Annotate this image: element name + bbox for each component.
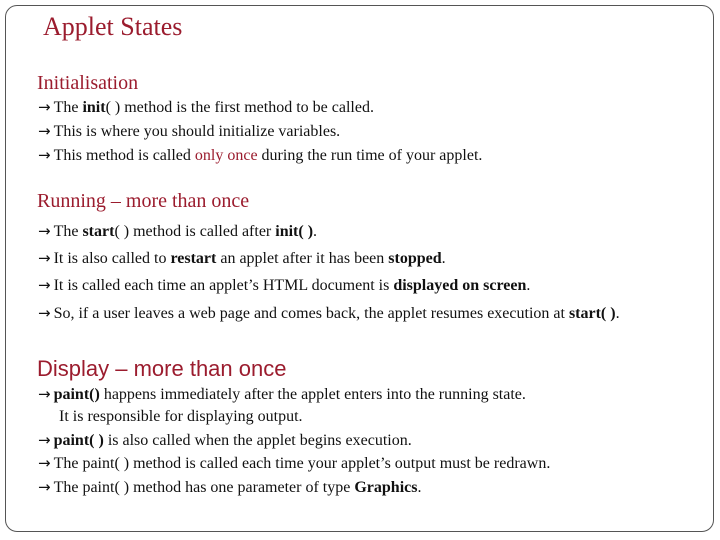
heading-display: Display – more than once	[37, 356, 287, 381]
arrow-right-icon: →	[38, 249, 51, 267]
arrow-right-icon: →	[38, 304, 51, 322]
heading-initialisation: Initialisation	[37, 72, 139, 94]
display-line-1: → paint() happens immediately after the applet enters into the running state.	[38, 385, 526, 403]
display-line-3: → paint( ) is also called when the applet begins execution.	[38, 431, 412, 449]
arrow-right-icon: →	[38, 98, 51, 116]
arrow-right-icon: →	[38, 222, 51, 240]
running-line-1: → The start( ) method is called after init( ).	[38, 222, 318, 240]
init-line-2: → This is where you should initialize variables.	[38, 122, 341, 140]
arrow-right-icon: →	[38, 431, 51, 449]
arrow-right-icon: →	[38, 122, 51, 140]
display-line-2: It is responsible for displaying output.	[59, 408, 303, 425]
arrow-right-icon: →	[38, 478, 51, 496]
arrow-right-icon: →	[38, 454, 51, 472]
init-line-3: → This method is called only once during the run time of your applet.	[38, 146, 483, 164]
running-line-2: → It is also called to restart an applet after it has been stopped.	[38, 249, 446, 267]
arrow-right-icon: →	[38, 276, 51, 294]
arrow-right-icon: →	[38, 385, 51, 403]
running-line-3: → It is called each time an applet’s HTML document is displayed on screen.	[38, 276, 531, 294]
init-line-1: → The init( ) method is the first method to be called.	[38, 98, 374, 116]
display-line-5: → The paint( ) method has one parameter of type Graphics.	[38, 478, 422, 496]
heading-running: Running – more than once	[37, 190, 250, 212]
running-line-4: → So, if a user leaves a web page and comes back, the applet resumes execution at start( ).	[38, 304, 620, 322]
display-line-4: → The paint( ) method is called each time your applet’s output must be redrawn.	[38, 454, 551, 472]
slide-title: Applet States	[43, 12, 183, 41]
arrow-right-icon: →	[38, 146, 51, 164]
